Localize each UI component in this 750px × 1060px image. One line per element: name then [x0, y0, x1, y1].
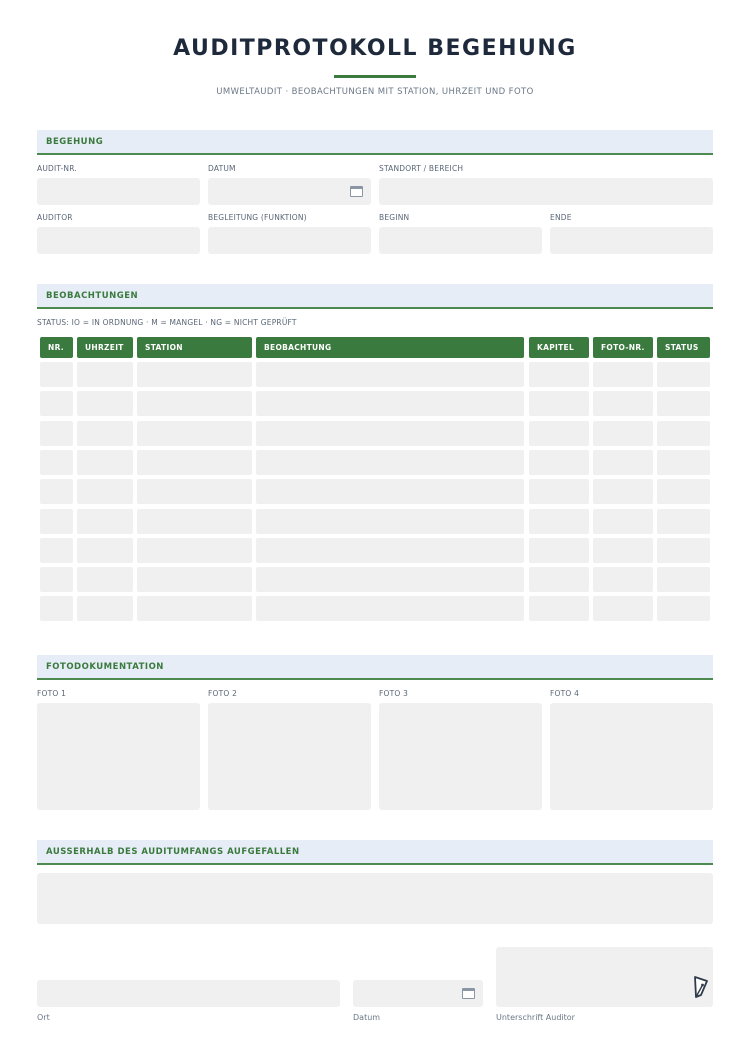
foto-4-label: FOTO 4: [550, 689, 580, 698]
table-cell-nr[interactable]: [40, 421, 73, 446]
table-cell-uhrzeit[interactable]: [77, 450, 133, 475]
table-cell-foto-nr[interactable]: [593, 567, 653, 592]
calendar-icon[interactable]: [350, 186, 363, 197]
table-cell-station[interactable]: [137, 567, 252, 592]
ende-label: ENDE: [550, 213, 572, 222]
title-underline: [334, 75, 416, 78]
table-cell-kapitel[interactable]: [529, 596, 589, 621]
column-header-nr: NR.: [40, 337, 73, 358]
table-cell-beobachtung[interactable]: [256, 596, 524, 621]
table-cell-nr[interactable]: [40, 509, 73, 534]
column-header-uhrzeit: UHRZEIT: [77, 337, 133, 358]
beginn-field[interactable]: [379, 227, 542, 254]
beginn-label: BEGINN: [379, 213, 410, 222]
table-cell-station[interactable]: [137, 596, 252, 621]
table-cell-uhrzeit[interactable]: [77, 509, 133, 534]
table-cell-uhrzeit[interactable]: [77, 567, 133, 592]
table-cell-kapitel[interactable]: [529, 391, 589, 416]
table-cell-foto-nr[interactable]: [593, 421, 653, 446]
table-cell-uhrzeit[interactable]: [77, 421, 133, 446]
foto-1-label: FOTO 1: [37, 689, 67, 698]
foto-3-box[interactable]: [379, 703, 542, 810]
foto-4-box[interactable]: [550, 703, 713, 810]
calendar-icon[interactable]: [462, 988, 475, 999]
section-beobachtungen: [37, 284, 713, 309]
table-cell-beobachtung[interactable]: [256, 421, 524, 446]
table-cell-beobachtung[interactable]: [256, 509, 524, 534]
table-cell-status[interactable]: [657, 596, 710, 621]
table-cell-status[interactable]: [657, 450, 710, 475]
column-header-foto-nr: FOTO-NR.: [593, 337, 653, 358]
table-cell-foto-nr[interactable]: [593, 362, 653, 387]
ort-label: Ort: [37, 1013, 50, 1022]
column-header-kapitel: KAPITEL: [529, 337, 589, 358]
table-cell-station[interactable]: [137, 391, 252, 416]
page-title: AUDITPROTOKOLL BEGEHUNG: [173, 36, 577, 61]
table-cell-kapitel[interactable]: [529, 567, 589, 592]
auditor-field[interactable]: [37, 227, 200, 254]
signature-field[interactable]: [496, 947, 713, 1007]
audit-nr-field[interactable]: [37, 178, 200, 205]
table-cell-station[interactable]: [137, 421, 252, 446]
section-begehung-title: BEGEHUNG: [46, 137, 104, 147]
table-cell-uhrzeit[interactable]: [77, 538, 133, 563]
datum-label: DATUM: [208, 164, 236, 173]
column-header-status: STATUS: [657, 337, 710, 358]
table-cell-kapitel[interactable]: [529, 509, 589, 534]
table-cell-beobachtung[interactable]: [256, 391, 524, 416]
table-cell-station[interactable]: [137, 362, 252, 387]
table-cell-nr[interactable]: [40, 596, 73, 621]
table-cell-status[interactable]: [657, 421, 710, 446]
table-cell-nr[interactable]: [40, 567, 73, 592]
table-cell-status[interactable]: [657, 567, 710, 592]
table-cell-foto-nr[interactable]: [593, 596, 653, 621]
table-cell-station[interactable]: [137, 450, 252, 475]
section-ausserhalb-title: AUSSERHALB DES AUDITUMFANGS AUFGEFALLEN: [46, 847, 300, 857]
table-cell-kapitel[interactable]: [529, 538, 589, 563]
table-cell-foto-nr[interactable]: [593, 479, 653, 504]
table-cell-status[interactable]: [657, 538, 710, 563]
table-cell-beobachtung[interactable]: [256, 567, 524, 592]
table-cell-status[interactable]: [657, 362, 710, 387]
table-cell-foto-nr[interactable]: [593, 391, 653, 416]
table-cell-status[interactable]: [657, 391, 710, 416]
table-cell-nr[interactable]: [40, 479, 73, 504]
standort-field[interactable]: [379, 178, 713, 205]
table-cell-beobachtung[interactable]: [256, 479, 524, 504]
foto-2-box[interactable]: [208, 703, 371, 810]
begleitung-label: BEGLEITUNG (FUNKTION): [208, 213, 307, 222]
status-legend: STATUS: IO = IN ORDNUNG · M = MANGEL · NG = NICHT GEPRÜFT: [37, 318, 297, 327]
table-cell-beobachtung[interactable]: [256, 450, 524, 475]
auditor-label: AUDITOR: [37, 213, 73, 222]
foto-1-box[interactable]: [37, 703, 200, 810]
section-begehung: [37, 130, 713, 155]
table-cell-uhrzeit[interactable]: [77, 596, 133, 621]
section-fotodokumentation: [37, 655, 713, 680]
table-cell-foto-nr[interactable]: [593, 450, 653, 475]
signature-datum-label: Datum: [353, 1013, 381, 1022]
begleitung-field[interactable]: [208, 227, 371, 254]
table-cell-uhrzeit[interactable]: [77, 362, 133, 387]
column-header-beobachtung: BEOBACHTUNG: [256, 337, 524, 358]
section-ausserhalb: [37, 840, 713, 865]
ort-field[interactable]: [37, 980, 340, 1007]
section-beobachtungen-title: BEOBACHTUNGEN: [46, 291, 139, 301]
unterschrift-label: Unterschrift Auditor: [496, 1013, 575, 1022]
table-cell-uhrzeit[interactable]: [77, 479, 133, 504]
column-header-station: STATION: [137, 337, 252, 358]
foto-3-label: FOTO 3: [379, 689, 409, 698]
signature-datum-field[interactable]: [353, 980, 483, 1007]
table-cell-foto-nr[interactable]: [593, 509, 653, 534]
table-cell-station[interactable]: [137, 538, 252, 563]
section-fotodokumentation-title: FOTODOKUMENTATION: [46, 662, 164, 672]
pen-nib-icon: [693, 975, 709, 999]
audit-nr-label: AUDIT-NR.: [37, 164, 77, 173]
datum-field[interactable]: [208, 178, 371, 205]
table-cell-station[interactable]: [137, 509, 252, 534]
table-cell-foto-nr[interactable]: [593, 538, 653, 563]
table-cell-kapitel[interactable]: [529, 479, 589, 504]
foto-2-label: FOTO 2: [208, 689, 238, 698]
standort-label: STANDORT / BEREICH: [379, 164, 464, 173]
table-cell-nr[interactable]: [40, 362, 73, 387]
ausserhalb-textarea[interactable]: [37, 873, 713, 924]
table-cell-status[interactable]: [657, 509, 710, 534]
table-cell-kapitel[interactable]: [529, 421, 589, 446]
page-subtitle: UMWELTAUDIT · BEOBACHTUNGEN MIT STATION, UHRZEIT UND FOTO: [216, 87, 534, 97]
table-cell-beobachtung[interactable]: [256, 362, 524, 387]
table-cell-nr[interactable]: [40, 450, 73, 475]
table-cell-kapitel[interactable]: [529, 362, 589, 387]
table-cell-nr[interactable]: [40, 391, 73, 416]
table-cell-station[interactable]: [137, 479, 252, 504]
table-cell-kapitel[interactable]: [529, 450, 589, 475]
table-cell-status[interactable]: [657, 479, 710, 504]
table-cell-uhrzeit[interactable]: [77, 391, 133, 416]
table-cell-beobachtung[interactable]: [256, 538, 524, 563]
table-cell-nr[interactable]: [40, 538, 73, 563]
ende-field[interactable]: [550, 227, 713, 254]
